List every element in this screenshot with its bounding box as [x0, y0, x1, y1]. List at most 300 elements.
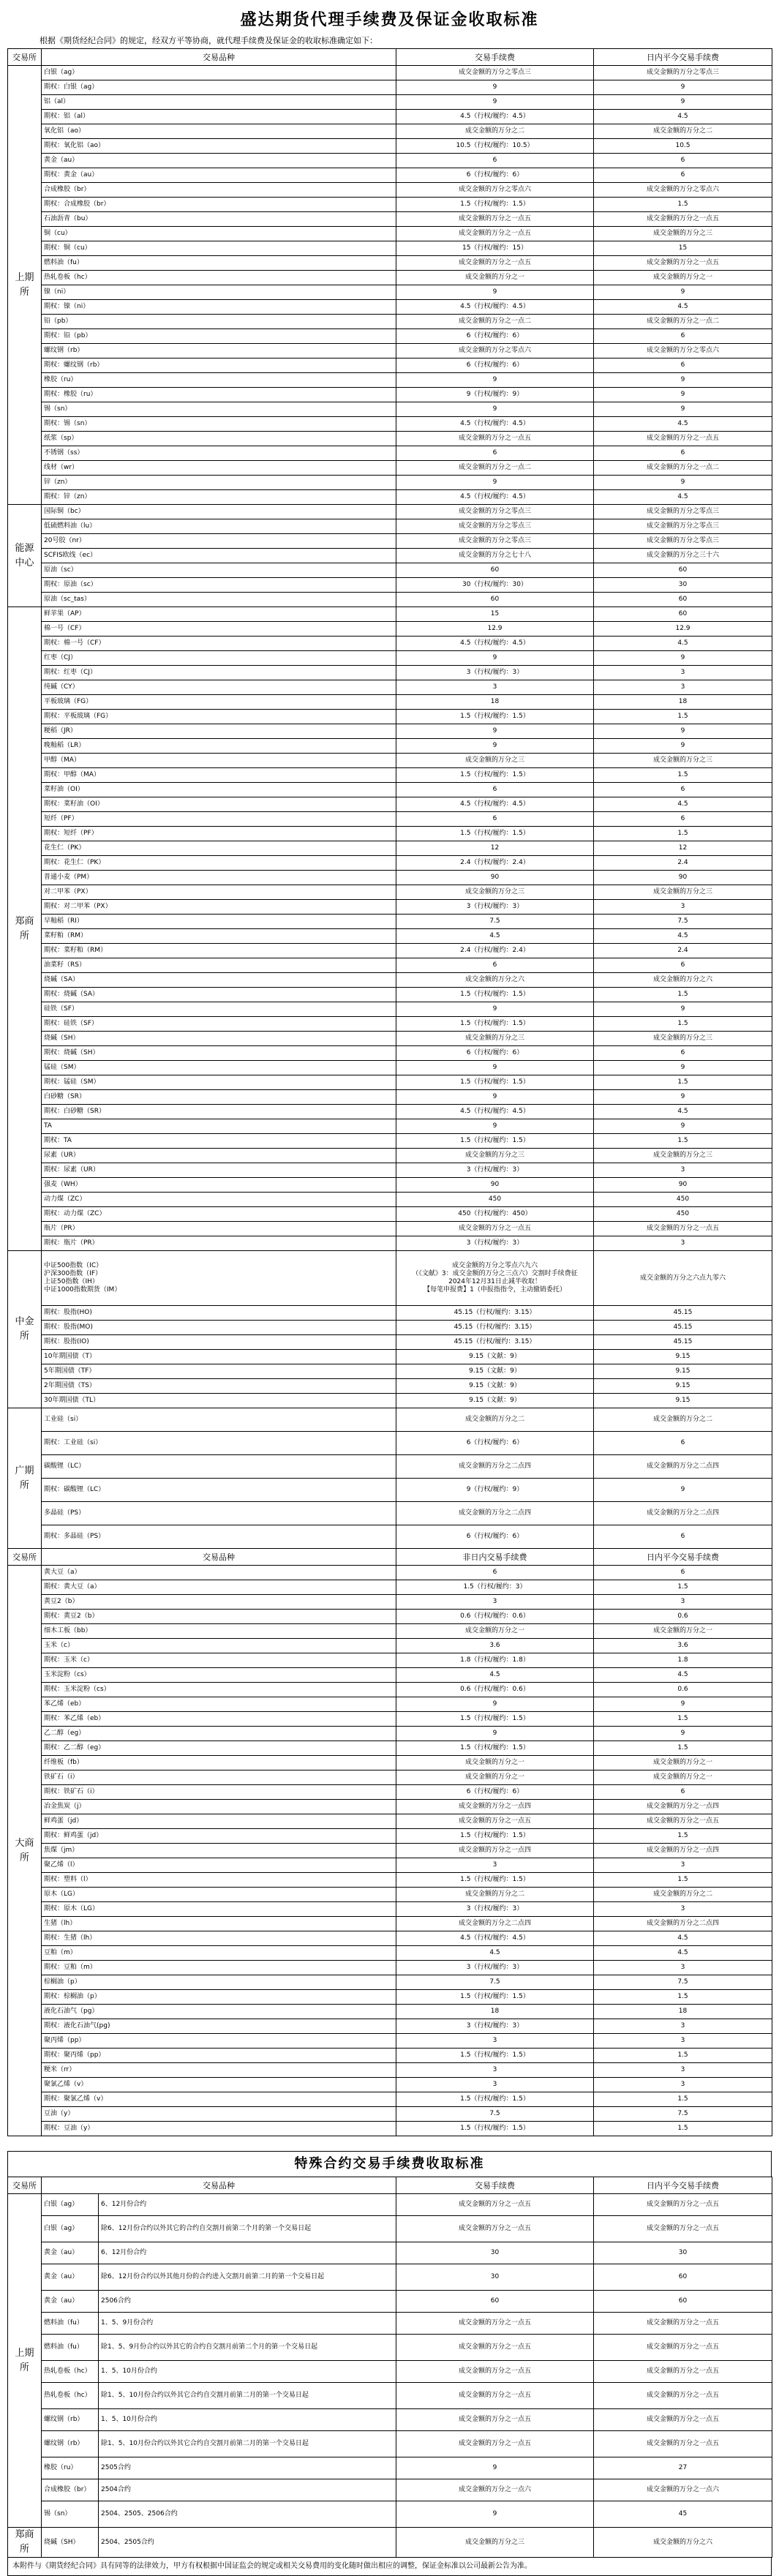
exchange-cell: 中金所: [8, 1251, 42, 1408]
fee-cell: 6: [396, 446, 594, 461]
intraday-cell: 成交金额的万分之一点五: [594, 2361, 772, 2383]
contract-cell: 6、12月份合约: [99, 2194, 396, 2216]
product-cell: 早籼稻（RI）: [42, 915, 396, 929]
fee-cell: 3: [396, 680, 594, 695]
fee-cell: 4.5（行权/履约：4.5）: [396, 110, 594, 124]
table-row: [8, 1408, 772, 1432]
table-row: [8, 1032, 772, 1046]
fee-cell: 3: [396, 2063, 594, 2078]
fee-cell: 9.15（文献：9）: [396, 1350, 594, 1364]
fee-cell: 7.5: [396, 2107, 594, 2122]
fee-cell: 成交金额的万分之一: [396, 1756, 594, 1770]
table-row: [8, 1193, 772, 1207]
fee-cell: 9: [396, 1727, 594, 1741]
fee-cell: 60: [396, 593, 594, 607]
intraday-cell: 4.5: [594, 637, 772, 651]
product-cell: 红枣（CJ）: [42, 651, 396, 666]
fee-cell: 1.5（行权/履约：1.5）: [396, 2122, 594, 2136]
product-cell: 原木（LG）: [42, 1888, 396, 1902]
product-cell: 白银（ag）: [42, 2194, 99, 2216]
contract-cell: 1、5、9月份合约: [99, 2313, 396, 2335]
fee-cell: 成交金额的万分之一点五: [396, 2216, 594, 2242]
fee-cell: 4.5: [396, 1668, 594, 1683]
intraday-cell: 6: [594, 783, 772, 797]
product-cell: 铅（pb）: [42, 315, 396, 329]
intraday-cell: 7.5: [594, 1975, 772, 1990]
fee-cell: 9.15（文献：9）: [396, 1394, 594, 1408]
exchange-cell: 郑商所: [8, 2528, 42, 2558]
fee-cell: 9: [396, 80, 594, 95]
product-cell: 螺纹钢（rb）: [42, 2409, 99, 2431]
fee-cell: 成交金额的万分之二: [396, 1408, 594, 1432]
product-cell: 粳稻（JR）: [42, 724, 396, 739]
table-row: [8, 212, 772, 227]
product-cell: 原油（sc_tas）: [42, 593, 396, 607]
product-cell: 铝（al）: [42, 95, 396, 110]
product-cell: 期权：白砂糖（SR）: [42, 1105, 396, 1119]
intraday-cell: 成交金额的万分之三: [594, 1149, 772, 1163]
product-cell: 烧碱（SH）: [42, 2528, 99, 2558]
fee-cell: 45.15（行权/履约：3.15）: [396, 1335, 594, 1350]
product-cell: 碳酸锂（LC）: [42, 1455, 396, 1479]
fee-cell: 9: [396, 402, 594, 417]
fee-cell: 1.5（行权/履约：1.5）: [396, 1873, 594, 1888]
fee-cell: 成交金额的万分之零点六: [396, 183, 594, 198]
product-cell: 期权：螺纹钢（rb）: [42, 358, 396, 373]
product-cell: 白砂糖（SR）: [42, 1090, 396, 1105]
fee-schedule-page: [7, 6, 772, 2576]
fee-cell: 4.5（行权/履约：4.5）: [396, 797, 594, 812]
intraday-cell: 1.5: [594, 1829, 772, 1844]
intraday-cell: 90: [594, 1178, 772, 1193]
product-cell: 期权：合成橡胶（br）: [42, 198, 396, 212]
product-cell: 聚丙烯（pp）: [42, 2034, 396, 2049]
intraday-cell: 9: [594, 373, 772, 388]
contract-cell: 2504、2505、2506合约: [99, 2501, 396, 2528]
product-cell: 期权：白银（ag）: [42, 80, 396, 95]
intraday-cell: 6: [594, 358, 772, 373]
intraday-cell: 6: [594, 958, 772, 973]
product-cell: 氧化铝（ao）: [42, 124, 396, 139]
fee-cell: 18: [396, 2005, 594, 2019]
product-cell: 期权：甲醇（MA）: [42, 768, 396, 783]
fee-cell: 15: [396, 607, 594, 622]
product-cell: 工业硅（si）: [42, 1408, 396, 1432]
product-cell: 期权：生猪（lh）: [42, 1931, 396, 1946]
fee-cell: 成交金额的万分之一点四: [396, 1800, 594, 1814]
fee-cell: 450: [396, 1193, 594, 1207]
table-row: [8, 110, 772, 124]
product-cell: 燃料油（fu）: [42, 2313, 99, 2335]
contract-cell: 2505合约: [99, 2457, 396, 2479]
product-cell: 螺纹钢（rb）: [42, 344, 396, 358]
intraday-cell: 成交金额的万分之一点五: [594, 212, 772, 227]
table-row: [8, 1306, 772, 1321]
table-row: [8, 198, 772, 212]
table-row: [8, 549, 772, 563]
table-row: [8, 402, 772, 417]
table-row: [8, 973, 772, 988]
product-cell: 豆粕（m）: [42, 1946, 396, 1961]
intraday-cell: 1.5: [594, 827, 772, 841]
fee-cell: 15（行权/履约：15）: [396, 241, 594, 256]
intraday-cell: 2.4: [594, 856, 772, 871]
table-row: [8, 95, 772, 110]
intraday-cell: 1.5: [594, 1580, 772, 1595]
table-row: [8, 154, 772, 168]
table-row: [8, 315, 772, 329]
product-cell: 烧碱（SA）: [42, 973, 396, 988]
product-cell: 低硫燃料油（lu）: [42, 519, 396, 534]
intraday-cell: 成交金额的万分之一点五: [594, 2409, 772, 2431]
intraday-cell: 3: [594, 1902, 772, 1917]
intraday-cell: 9: [594, 1002, 772, 1017]
product-cell: 期权：股指(MO): [42, 1321, 396, 1335]
intraday-cell: 成交金额的万分之一: [594, 1770, 772, 1785]
table-row: [8, 695, 772, 710]
table-row: [8, 241, 772, 256]
fee-cell: 成交金额的万分之零点三: [396, 534, 594, 549]
product-cell: 期权：黄豆2（b）: [42, 1610, 396, 1624]
product-cell: 铜（cu）: [42, 227, 396, 241]
intraday-cell: 成交金额的万分之一点五: [594, 1222, 772, 1236]
intraday-cell: 3.6: [594, 1639, 772, 1653]
fee-cell: 9.15（文献：9）: [396, 1364, 594, 1379]
special-header-row: [8, 2177, 772, 2194]
intraday-cell: 3: [594, 1163, 772, 1178]
intraday-cell: 成交金额的万分之零点三: [594, 505, 772, 519]
product-cell: 期权：短纤（PF）: [42, 827, 396, 841]
table-header-row: [8, 49, 772, 66]
intraday-cell: 4.5: [594, 490, 772, 505]
intraday-cell: 27: [594, 2457, 772, 2479]
intraday-cell: 9: [594, 1061, 772, 1075]
table-row: [8, 446, 772, 461]
intraday-cell: 成交金额的万分之零点六: [594, 183, 772, 198]
intraday-cell: 成交金额的万分之一点五: [594, 2335, 772, 2361]
fee-cell: 1.5（行权/履约：1.5）: [396, 988, 594, 1002]
fee-cell: 成交金额的万分之一点五: [396, 432, 594, 446]
table-row: [8, 300, 772, 315]
fee-cell: 9: [396, 1697, 594, 1712]
fee-cell: 4.5（行权/履约：4.5）: [396, 490, 594, 505]
contract-cell: 除6、12月份合约以外其他月份的合约进入交割月前第二月的第一个交易日起: [99, 2264, 396, 2291]
table-row: [8, 1712, 772, 1727]
fee-cell: 3: [396, 2078, 594, 2092]
table-row: [8, 783, 772, 797]
fee-cell: 7.5: [396, 915, 594, 929]
product-cell: 烧碱（SH）: [42, 1032, 396, 1046]
product-cell: 期权：原油（sc）: [42, 578, 396, 593]
product-cell: 期权：铁矿石（i）: [42, 1785, 396, 1800]
intraday-cell: 6: [594, 168, 772, 183]
fee-cell: 9: [396, 1061, 594, 1075]
intraday-cell: 1.5: [594, 1873, 772, 1888]
table-row: [8, 1350, 772, 1364]
table-row: [8, 622, 772, 637]
fee-cell: 9（行权/履约：9）: [396, 1479, 594, 1502]
table-row: [8, 958, 772, 973]
intraday-cell: 9: [594, 95, 772, 110]
product-cell: 聚氯乙烯（v）: [42, 2078, 396, 2092]
table-row: [8, 358, 772, 373]
product-cell: 5年期国债（TF）: [42, 1364, 396, 1379]
table-row: [8, 1639, 772, 1653]
table-row: [8, 2216, 772, 2242]
table-row: [8, 827, 772, 841]
intraday-cell: 2.4: [594, 944, 772, 958]
table-row: [8, 2528, 772, 2558]
table-row: [8, 666, 772, 680]
intraday-cell: 1.5: [594, 1075, 772, 1090]
fee-cell: 成交金额的万分之一点五: [396, 1222, 594, 1236]
intraday-cell: 成交金额的万分之零点六: [594, 344, 772, 358]
intraday-cell: 4.5: [594, 417, 772, 432]
table-row: [8, 1046, 772, 1061]
product-line: 中证1000指数期货（IM）: [44, 1286, 121, 1293]
intraday-cell: 4.5: [594, 1931, 772, 1946]
intraday-cell: 6: [594, 446, 772, 461]
special-header-exchange: 交易所: [8, 2177, 42, 2194]
contract-cell: 1、5、10月份合约: [99, 2361, 396, 2383]
table-row: [8, 1236, 772, 1251]
fee-cell: 9: [396, 2501, 594, 2528]
product-cell: 螺纹钢（rb）: [42, 2431, 99, 2457]
intraday-cell: 9: [594, 402, 772, 417]
product-cell: 期权：平板玻璃（FG）: [42, 710, 396, 724]
fee-cell: 成交金额的万分之一点二: [396, 461, 594, 476]
intraday-cell: 1.5: [594, 2092, 772, 2107]
intraday-cell: 成交金额的万分之零点三: [594, 519, 772, 534]
intraday-cell: 1.5: [594, 2049, 772, 2063]
intraday-cell: 成交金额的万分之一点五: [594, 2431, 772, 2457]
product-cell: 短纤（PF）: [42, 812, 396, 827]
intraday-cell: 9: [594, 1479, 772, 1502]
fee-cell: 成交金额的万分之一: [396, 1624, 594, 1639]
fee-cell: 60: [396, 2291, 594, 2313]
table-row: [8, 1479, 772, 1502]
product-cell: 期权：花生仁（PK）: [42, 856, 396, 871]
table-row: [8, 1075, 772, 1090]
table-row: [8, 476, 772, 490]
intraday-cell: 4.5: [594, 110, 772, 124]
product-cell: 期权：TA: [42, 1134, 396, 1149]
intraday-cell: 7.5: [594, 2107, 772, 2122]
table-row: [8, 1785, 772, 1800]
intraday-cell: 1.5: [594, 1712, 772, 1727]
intraday-cell: 45.15: [594, 1335, 772, 1350]
intraday-cell: 成交金额的万分之一点四: [594, 1800, 772, 1814]
product-cell: 期权：氧化铝（ao）: [42, 139, 396, 154]
product-cell: 30年期国债（TL）: [42, 1394, 396, 1408]
fee-cell: 成交金额的万分之一点五: [396, 227, 594, 241]
fee-cell: 1.8（行权/履约：1.8）: [396, 1653, 594, 1668]
special-header-fee: 交易手续费: [396, 2177, 594, 2194]
fee-cell: 6（行权/履约：6）: [396, 1525, 594, 1549]
product-cell: 甲醇（MA）: [42, 754, 396, 768]
table-row: [8, 388, 772, 402]
product-cell: 玉米（c）: [42, 1639, 396, 1653]
fee-cell: 6（行权/履约：6）: [396, 329, 594, 344]
product-cell: 期权：镍（ni）: [42, 300, 396, 315]
product-cell: 期权：多晶硅（PS）: [42, 1525, 396, 1549]
table-row: [8, 2005, 772, 2019]
product-cell: 锰硅（SM）: [42, 1061, 396, 1075]
table-row: [8, 1090, 772, 1105]
table-row: [8, 1727, 772, 1741]
header-intraday: 日内平今交易手续费: [594, 1549, 772, 1566]
intraday-cell: 60: [594, 2291, 772, 2313]
intraday-cell: 9.15: [594, 1350, 772, 1364]
intraday-cell: 成交金额的万分之三: [594, 885, 772, 900]
table-row: [8, 344, 772, 358]
intraday-cell: 4.5: [594, 797, 772, 812]
fee-cell: 30: [396, 2242, 594, 2264]
fee-cell: 9.15（文献：9）: [396, 1379, 594, 1394]
fee-cell: 9: [396, 476, 594, 490]
table-row: [8, 1119, 772, 1134]
product-cell: 棕榈油（p）: [42, 1975, 396, 1990]
intraday-cell: 9: [594, 1119, 772, 1134]
intraday-cell: 成交金额的万分之二: [594, 1888, 772, 1902]
header-exchange: 交易所: [8, 49, 42, 66]
fee-cell: 9: [396, 1119, 594, 1134]
table-row: [8, 944, 772, 958]
intraday-cell: 9: [594, 651, 772, 666]
product-cell: 燃料油（fu）: [42, 2335, 99, 2361]
product-cell: 纤维板（fb）: [42, 1756, 396, 1770]
table-row: [8, 505, 772, 519]
intraday-cell: 3: [594, 666, 772, 680]
intraday-cell: 6: [594, 1785, 772, 1800]
fee-line: 2024年12月31日止减半收取！: [448, 1278, 541, 1285]
product-cell: 纸浆（sp）: [42, 432, 396, 446]
intraday-cell: 6: [594, 812, 772, 827]
intraday-cell: 成交金额的万分之三: [594, 1032, 772, 1046]
exchange-cell: 大商所: [8, 1566, 42, 2136]
special-title: 特殊合约交易手续费收取标准: [7, 2151, 772, 2177]
intraday-cell: 3: [594, 900, 772, 915]
intraday-cell: 4.5: [594, 1668, 772, 1683]
table-row: [8, 2049, 772, 2063]
product-cell: 期权：原木（LG）: [42, 1902, 396, 1917]
intraday-cell: 6: [594, 329, 772, 344]
product-cell: 多晶硅（PS）: [42, 1502, 396, 1525]
intraday-cell: 成交金额的万分之一点四: [594, 1844, 772, 1858]
intraday-cell: 1.5: [594, 198, 772, 212]
table-row: [8, 183, 772, 198]
table-row: [8, 812, 772, 827]
table-row: [8, 1741, 772, 1756]
fee-cell: 成交金额的万分之一点五: [396, 2383, 594, 2409]
product-cell: 菜籽粕（RM）: [42, 929, 396, 944]
product-cell: SCFIS欧线（ec）: [42, 549, 396, 563]
intraday-cell: 成交金额的万分之三十六: [594, 549, 772, 563]
product-line: 沪深300指数（IF）: [44, 1270, 102, 1277]
product-cell: 合成橡胶（br）: [42, 2479, 99, 2501]
fee-cell: 4.5（行权/履约：4.5）: [396, 1105, 594, 1119]
product-cell: 期权：铜（cu）: [42, 241, 396, 256]
intraday-cell: 3: [594, 1236, 772, 1251]
fee-cell: 1.5（行权/履约：1.5）: [396, 1990, 594, 2005]
fee-cell: 9（行权/履约：9）: [396, 388, 594, 402]
product-cell: 期权：烧碱（SA）: [42, 988, 396, 1002]
product-cell: TA: [42, 1119, 396, 1134]
product-cell: 原油（sc）: [42, 563, 396, 578]
table-row: [8, 1455, 772, 1479]
intraday-cell: 1.5: [594, 768, 772, 783]
product-cell: [42, 1251, 396, 1306]
table-row: [8, 915, 772, 929]
fee-cell: 90: [396, 871, 594, 885]
fee-cell: 45.15（行权/履约：3.15）: [396, 1321, 594, 1335]
table-row: [8, 1321, 772, 1335]
table-row: [8, 432, 772, 446]
contract-cell: 2506合约: [99, 2291, 396, 2313]
intraday-cell: 9: [594, 285, 772, 300]
table-row: [8, 1858, 772, 1873]
fee-cell: 6: [396, 1566, 594, 1580]
intraday-cell: 成交金额的万分之六: [594, 973, 772, 988]
fee-cell: 4.5（行权/履约：4.5）: [396, 637, 594, 651]
table-row: [8, 1668, 772, 1683]
fee-cell: 成交金额的万分之七十八: [396, 549, 594, 563]
intraday-cell: 成交金额的万分之零点三: [594, 66, 772, 80]
table-row: [8, 1653, 772, 1668]
fee-cell: 9: [396, 739, 594, 754]
intraday-cell: 60: [594, 563, 772, 578]
intraday-cell: 4.5: [594, 1946, 772, 1961]
table-row: [8, 1149, 772, 1163]
product-line: 上证50指数（IH）: [44, 1278, 99, 1285]
intraday-cell: 成交金额的万分之一: [594, 1756, 772, 1770]
fee-cell: 1.5（行权/履约：1.5）: [396, 1712, 594, 1727]
intraday-cell: 4.5: [594, 1105, 772, 1119]
product-cell: 锌（zn）: [42, 476, 396, 490]
table-row: [8, 2107, 772, 2122]
fee-cell: 6（行权/履约：6）: [396, 1432, 594, 1455]
table-row: [8, 871, 772, 885]
table-row: [8, 1379, 772, 1394]
fee-cell: 3（行权/履约：3）: [396, 1961, 594, 1975]
fee-cell: 9: [396, 373, 594, 388]
fee-cell: 1.5（行权/履约：1.5）: [396, 1134, 594, 1149]
product-cell: 20号胶（nr）: [42, 534, 396, 549]
fee-cell: 3（行权/履约：3）: [396, 900, 594, 915]
fee-cell: 3（行权/履约：3）: [396, 666, 594, 680]
intraday-cell: 15: [594, 241, 772, 256]
intraday-cell: 成交金额的万分之一点六: [594, 2479, 772, 2501]
table-row: [8, 227, 772, 241]
contract-cell: 2504合约: [99, 2479, 396, 2501]
intraday-cell: 3: [594, 1595, 772, 1610]
intraday-cell: 45.15: [594, 1306, 772, 1321]
product-cell: 橡胶（ru）: [42, 373, 396, 388]
fee-cell: 1.5（行权/履约：1.5）: [396, 1741, 594, 1756]
intraday-cell: 3: [594, 680, 772, 695]
product-cell: 黄金（au）: [42, 2242, 99, 2264]
product-cell: 期权：聚丙烯（pp）: [42, 2049, 396, 2063]
product-cell: 普通小麦（PM）: [42, 871, 396, 885]
intraday-cell: 成交金额的万分之一点五: [594, 2383, 772, 2409]
intraday-cell: 4.5: [594, 300, 772, 315]
product-cell: 黄金（au）: [42, 2264, 99, 2291]
intraday-cell: 成交金额的万分之一点五: [594, 256, 772, 271]
table-row: [8, 2264, 772, 2291]
exchange-cell: 上期所: [8, 2194, 42, 2528]
intraday-cell: 12: [594, 841, 772, 856]
table-row: [8, 1222, 772, 1236]
